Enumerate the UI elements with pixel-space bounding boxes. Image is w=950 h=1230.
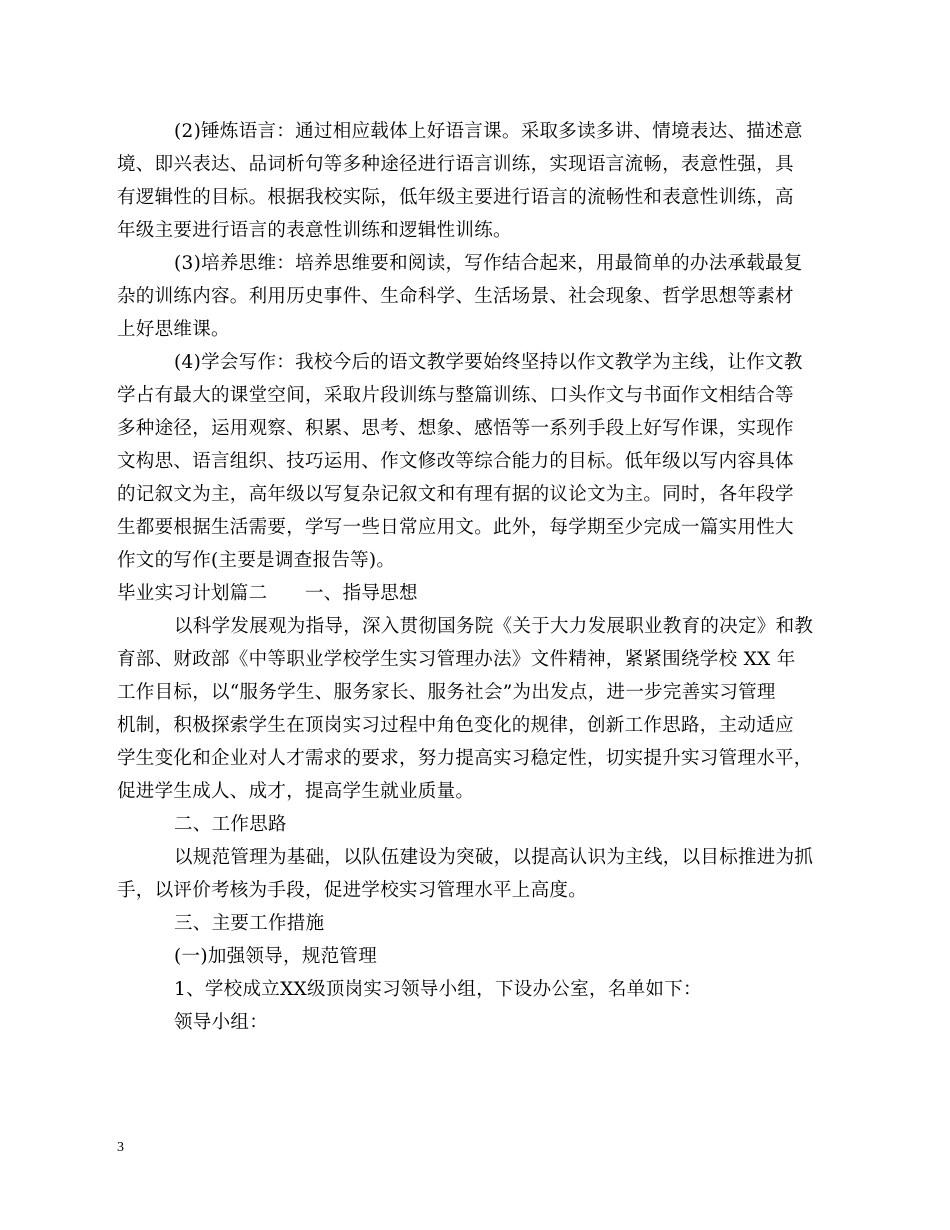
text-line: 杂的训练内容。利用历史事件、生命科学、生活场景、社会现象、哲学思想等素材 <box>117 286 794 307</box>
text-line: 生都要根据生活需要，学写一些日常应用文。此外，每学期至少完成一篇实用性大 <box>117 517 794 538</box>
text-line: 多种途径，运用观察、积累、思考、想象、感悟等一系列手段上好写作课，实现作 <box>117 418 794 439</box>
text-line: (3)培养思维：培养思维要和阅读，写作结合起来，用最简单的办法承载最复 <box>174 253 803 274</box>
text-line: 的记叙文为主，高年级以写复杂记叙文和有理有据的议论文为主。同时，各年段学 <box>117 484 794 505</box>
text-line: 有逻辑性的目标。根据我校实际，低年级主要进行语言的流畅性和表意性训练，高 <box>117 187 794 208</box>
text-line: 1、学校成立XX级顶岗实习领导小组，下设办公室，名单如下： <box>174 979 702 1000</box>
page-number: 3 <box>117 1140 124 1155</box>
text-line: 文构思、语言组织、技巧运用、作文修改等综合能力的目标。低年级以写内容具体 <box>117 451 794 472</box>
text-line: 以科学发展观为指导，深入贯彻国务院《关于大力发展职业教育的决定》和教 <box>174 616 814 637</box>
text-line: 育部、财政部《中等职业学校学生实习管理办法》文件精神，紧紧围绕学校 XX 年 <box>117 649 796 670</box>
section-heading: 毕业实习计划篇二 一、指导思想 <box>117 583 418 604</box>
text-line: (2)锤炼语言：通过相应载体上好语言课。采取多读多讲、情境表达、描述意 <box>174 121 803 142</box>
text-line: 以规范管理为基础，以队伍建设为突破，以提高认识为主线，以目标推进为抓 <box>174 847 814 868</box>
text-line: 作文的写作(主要是调查报告等)。 <box>117 550 396 571</box>
section-heading: 二、工作思路 <box>174 814 287 835</box>
text-line: 学生变化和企业对人才需求的要求，努力提高实习稳定性，切实提升实习管理水平， <box>117 748 813 769</box>
text-line: 上好思维课。 <box>117 319 230 340</box>
text-line: 学占有最大的课堂空间，采取片段训练与整篇训练、口头作文与书面作文相结合等 <box>117 385 794 406</box>
text-line: 境、即兴表达、品词析句等多种途径进行语言训练，实现语言流畅，表意性强，具 <box>117 154 794 175</box>
text-line: (4)学会写作：我校今后的语文教学要始终坚持以作文教学为主线，让作文教 <box>174 352 803 373</box>
section-heading: 三、主要工作措施 <box>174 913 325 934</box>
text-line: 手，以评价考核为手段，促进学校实习管理水平上高度。 <box>117 880 588 901</box>
text-line: 促进学生成人、成才，提高学生就业质量。 <box>117 781 475 802</box>
subsection-heading: (一)加强领导，规范管理 <box>174 946 378 967</box>
text-line: 机制，积极探索学生在顶岗实习过程中角色变化的规律，创新工作思路，主动适应 <box>117 715 794 736</box>
text-line: 年级主要进行语言的表意性训练和逻辑性训练。 <box>117 220 512 241</box>
text-line: 领导小组： <box>174 1012 269 1033</box>
text-line: 工作目标，以“服务学生、服务家长、服务社会”为出发点，进一步完善实习管理 <box>117 682 776 703</box>
